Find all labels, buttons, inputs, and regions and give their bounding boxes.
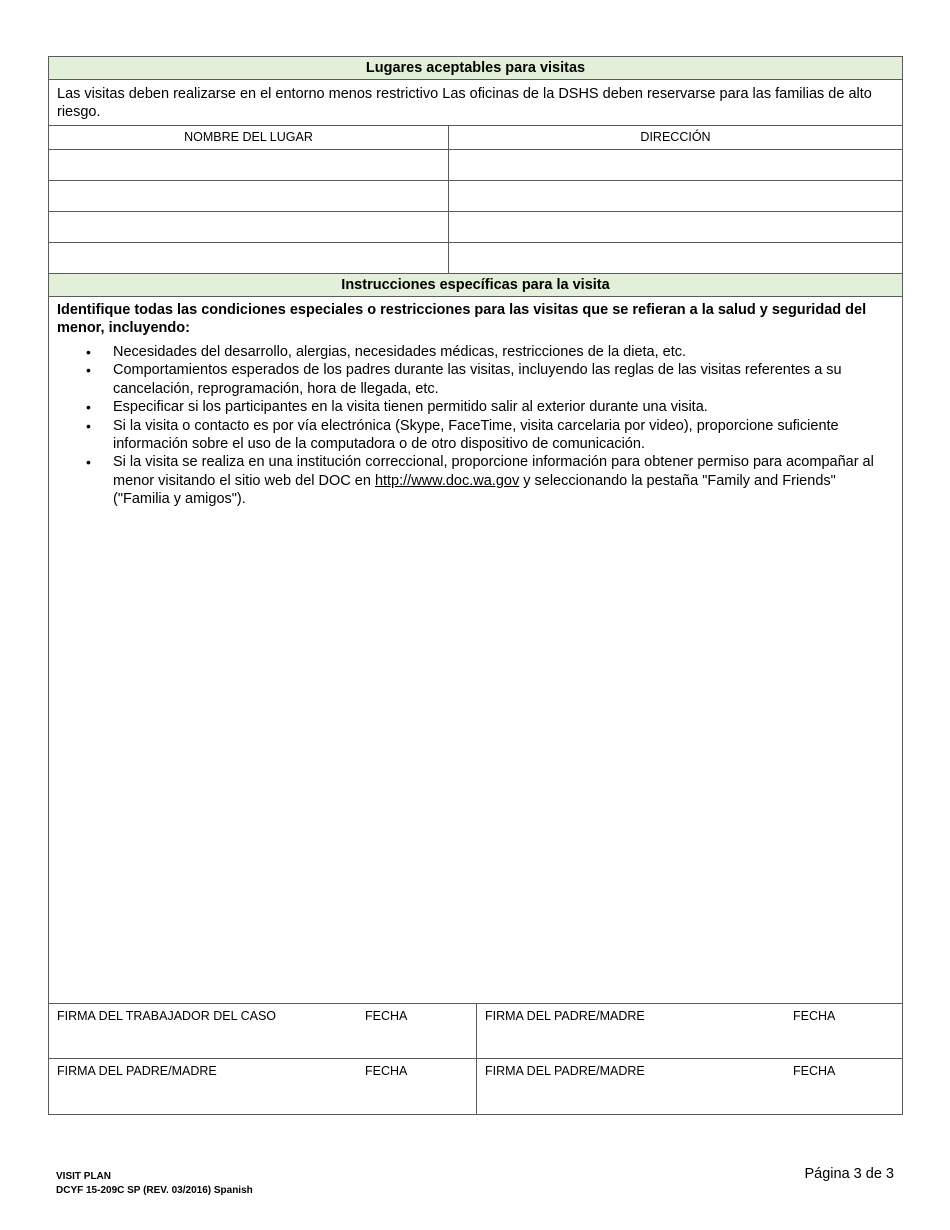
- table-row: [49, 181, 902, 212]
- caseworker-signature-label: FIRMA DEL TRABAJADOR DEL CASO: [57, 1009, 277, 1023]
- list-item: • Necesidades del desarrollo, alergias, necesidades médicas, restricciones de la dieta, etc.: [86, 344, 687, 360]
- place-name-field[interactable]: [49, 150, 449, 180]
- signature-row: [49, 1058, 902, 1114]
- bullet-icon: •: [86, 417, 91, 434]
- instructions-lead: Identifique todas las condiciones especiales o restricciones para las visitas que se refieran a la salud y seguridad del menor, incluyendo:: [57, 302, 867, 336]
- column-header-place-name: NOMBRE DEL LUGAR: [49, 126, 449, 149]
- instructions-list: [57, 343, 894, 509]
- form-title: VISIT PLAN: [56, 1171, 112, 1182]
- form-code: DCYF 15-209C SP (REV. 03/2016) Spanish: [56, 1185, 253, 1196]
- table-row: [49, 212, 902, 243]
- locations-intro: Las visitas deben realizarse en el entorno menos restrictivo Las oficinas de la DSHS deben reservarse para las familias de alto riesgo.: [49, 80, 902, 126]
- address-field[interactable]: [449, 243, 902, 273]
- parent-signature-field[interactable]: [477, 1059, 902, 1114]
- table-row: [49, 150, 902, 181]
- place-name-field[interactable]: [49, 212, 449, 242]
- list-item: • Especificar si los participantes en la visita tienen permitido salir al exterior durante una visita.: [86, 399, 708, 416]
- list-item: • Si la visita o contacto es por vía electrónica (Skype, FaceTime, visita carcelaria por video), proporcione suficiente información sobre el uso de la computadora o de otro dispositivo de comunicación.: [86, 417, 839, 453]
- parent-signature-label: FIRMA DEL PADRE/MADRE: [485, 1009, 645, 1023]
- place-name-field[interactable]: [49, 243, 449, 273]
- date-label: FECHA: [365, 1064, 408, 1078]
- date-label: FECHA: [365, 1009, 408, 1023]
- address-field[interactable]: [449, 212, 902, 242]
- instructions-section[interactable]: [49, 297, 902, 1003]
- parent-signature-field[interactable]: [49, 1059, 477, 1114]
- locations-header-row: [49, 126, 902, 150]
- date-label: FECHA: [793, 1064, 836, 1078]
- table-row: [49, 243, 902, 274]
- visit-plan-form: [48, 56, 903, 1115]
- place-name-field[interactable]: [49, 181, 449, 211]
- form-identifier: [56, 1170, 253, 1198]
- caseworker-signature-field[interactable]: [49, 1004, 477, 1058]
- bullet-icon: •: [86, 399, 91, 416]
- parent-signature-field[interactable]: [477, 1004, 902, 1058]
- doc-website-link[interactable]: http://www.doc.wa.gov: [374, 472, 520, 489]
- signature-row: [49, 1003, 902, 1058]
- bullet-icon: •: [86, 362, 91, 379]
- list-item: • Comportamientos esperados de los padres durante las visitas, incluyendo las reglas de las visitas referentes a su cancelación, reprogramación, hora de llegada, etc.: [86, 362, 842, 397]
- parent-signature-label: FIRMA DEL PADRE/MADRE: [57, 1064, 217, 1078]
- date-label: FECHA: [793, 1009, 836, 1023]
- locations-heading: Lugares aceptables para visitas: [49, 57, 902, 80]
- page-number: Página 3 de 3: [804, 1166, 894, 1182]
- parent-signature-label: FIRMA DEL PADRE/MADRE: [485, 1064, 645, 1078]
- column-header-address: DIRECCIÓN: [640, 130, 711, 144]
- instructions-heading: Instrucciones específicas para la visita: [49, 274, 902, 297]
- list-item: • Si la visita se realiza en una institución correccional, proporcione información para obtener permiso para acompañar al menor visitando el sitio web del DOC en http://www.doc.wa.gov y seleccionando la pestaña "Family and Friends" ("Familia y amigos").: [86, 454, 874, 508]
- bullet-icon: •: [86, 454, 91, 471]
- bullet-icon: •: [86, 344, 91, 360]
- address-field[interactable]: [449, 150, 902, 180]
- address-field[interactable]: [449, 181, 902, 211]
